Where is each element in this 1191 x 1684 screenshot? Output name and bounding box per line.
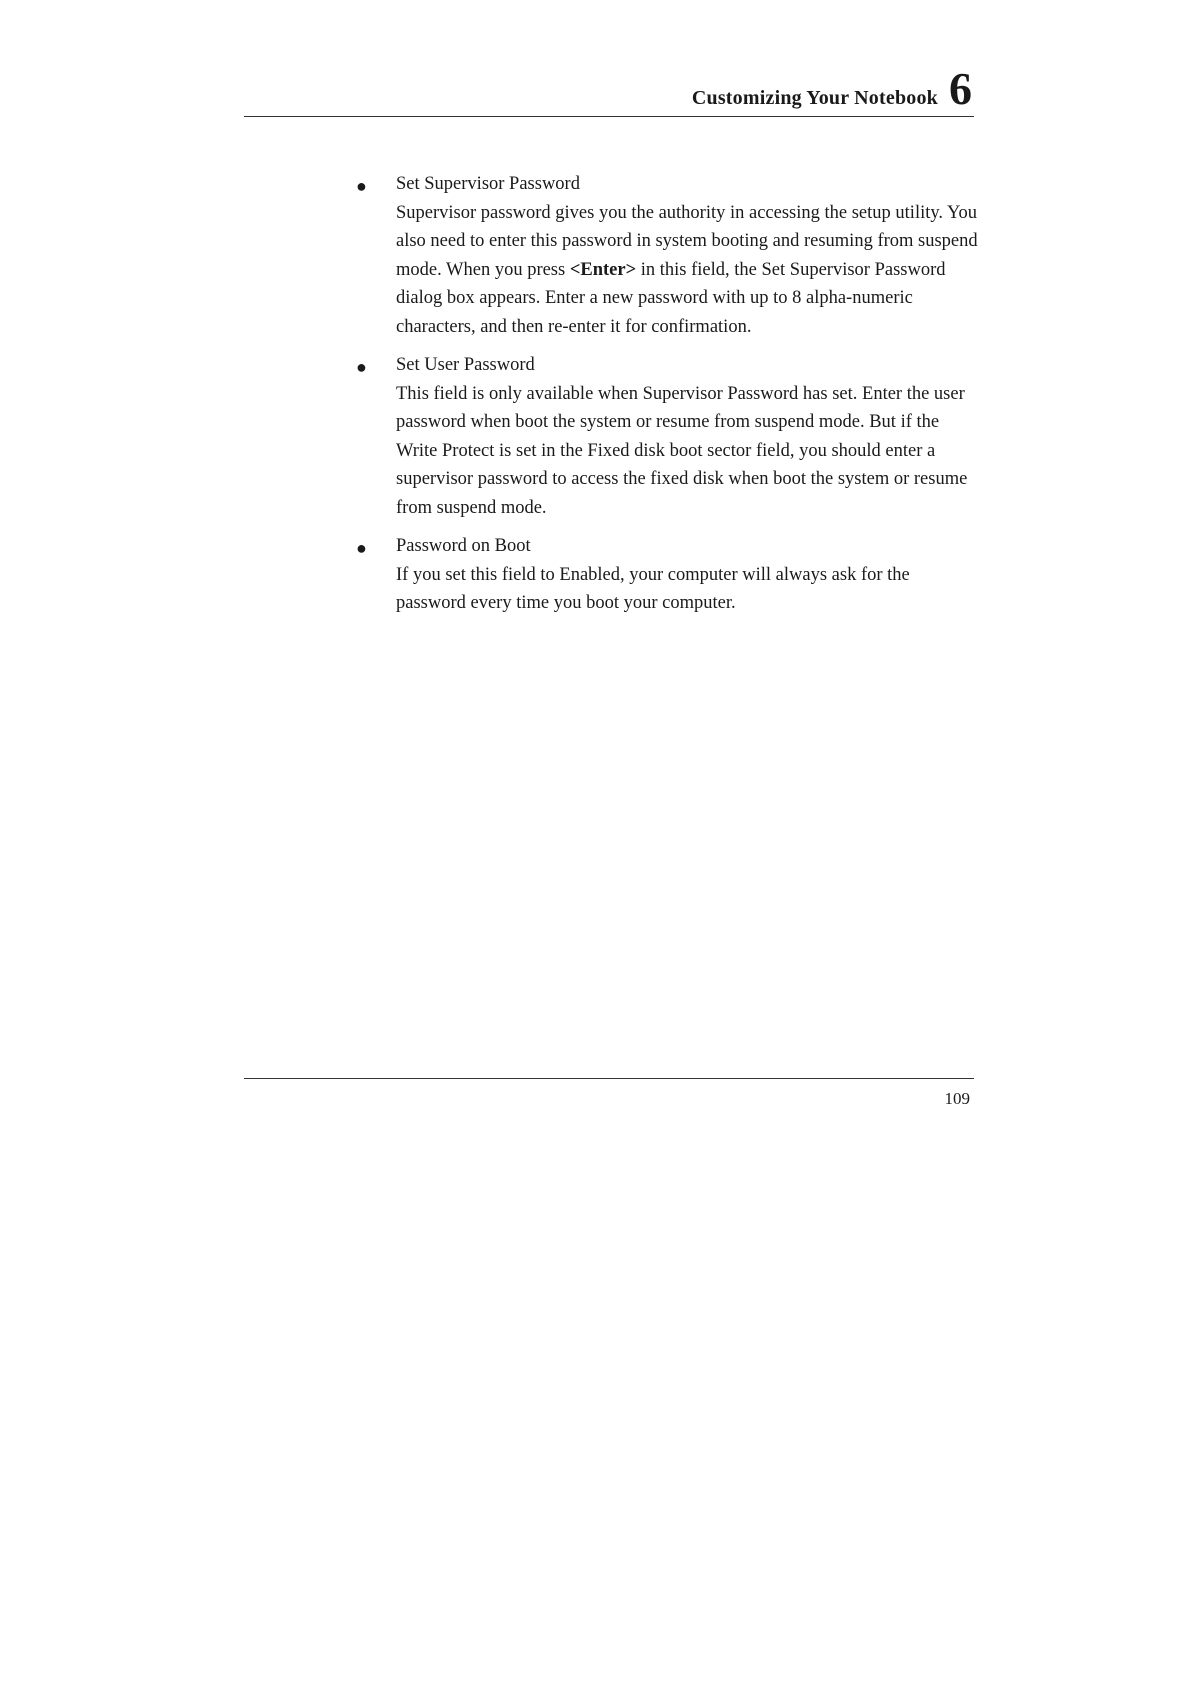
chapter-number: 6 xyxy=(949,63,972,114)
running-header-title: Customizing Your Notebook xyxy=(691,87,938,109)
bullet-icon: ● xyxy=(356,357,367,377)
page-header xyxy=(244,58,974,117)
bullet-icon: ● xyxy=(356,538,367,558)
entry-title: Set Supervisor Password xyxy=(396,174,580,194)
entry-body: This field is only available when Supervisor Password has set. Enter the user password when boot the system or resume from suspend mode. But if the Write Protect is set in the Fixed disk boot sector field, you should enter a supervisor password to access the fixed disk when boot the system or resume from suspend mode. xyxy=(396,383,968,518)
entry-body: If you set this field to Enabled, your computer will always ask for the password every time you boot your computer. xyxy=(396,564,910,613)
list-item-password-on-boot xyxy=(352,532,982,618)
body-text: in this field, the Set Supervisor Password dialog box appears. Enter a new password with up to 8 alpha-numeric characters, and then re-enter it for confirmation. xyxy=(396,259,946,337)
entry-title: Set User Password xyxy=(396,355,535,375)
list-item-set-user-password xyxy=(352,351,982,522)
bullet-icon: ● xyxy=(356,176,367,196)
page-footer xyxy=(244,1078,974,1108)
entry-body xyxy=(396,199,982,342)
body-text: Supervisor password gives you the authority in accessing the setup utility. You also need to enter this password in system booting and resuming from suspend mode. When you press xyxy=(396,202,978,280)
page-number: 109 xyxy=(944,1089,970,1108)
list-item-set-supervisor-password xyxy=(352,170,982,341)
main-content xyxy=(352,170,982,628)
entry-title: Password on Boot xyxy=(396,536,531,556)
key-label-enter: <Enter> xyxy=(569,259,637,280)
